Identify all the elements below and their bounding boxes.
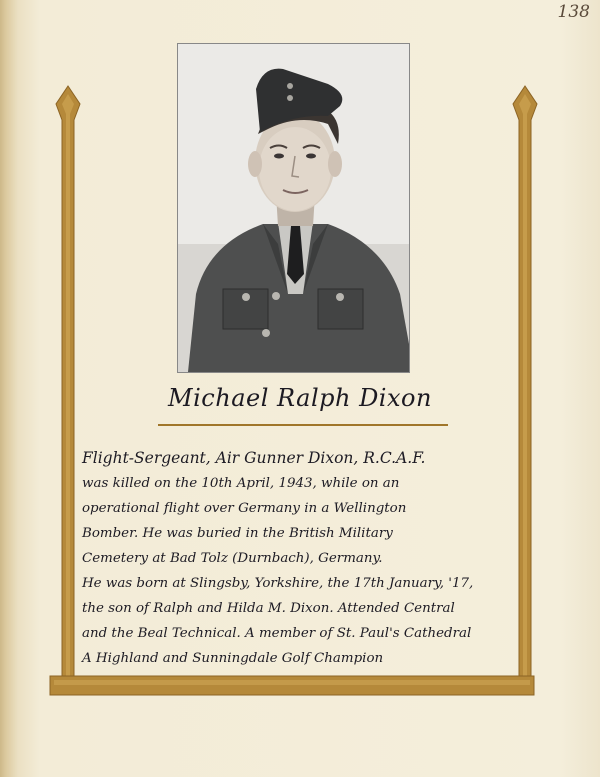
memorial-line: He was born at Slingsby, Yorkshire, the 17th January, '17, [82,576,474,591]
page-number: 138 [557,2,590,22]
memorial-line: Flight-Sergeant, Air Gunner Dixon, R.C.A.F. [82,449,426,467]
bottom-bar [50,676,534,695]
memorial-line: Cemetery at Bad Tolz (Durnbach), Germany. [82,551,383,566]
memorial-line: was killed on the 10th April, 1943, while on an [82,476,400,491]
memorial-line: operational flight over Germany in a Wellington [82,501,407,516]
name-heading: Michael Ralph Dixon [168,384,432,412]
memorial-line: A Highland and Sunningdale Golf Champion [82,651,384,666]
memorial-line: the son of Ralph and Hilda M. Dixon. Attended Central [82,601,455,616]
name-underline [158,424,448,426]
memorial-line: and the Beal Technical. A member of St. Paul's Cathedral [82,626,472,641]
right-pillar [513,86,537,678]
memorial-line: Bomber. He was buried in the British Military [82,526,393,541]
memorial-text [82,446,512,671]
left-pillar [56,86,80,678]
portrait-photo [177,43,410,373]
